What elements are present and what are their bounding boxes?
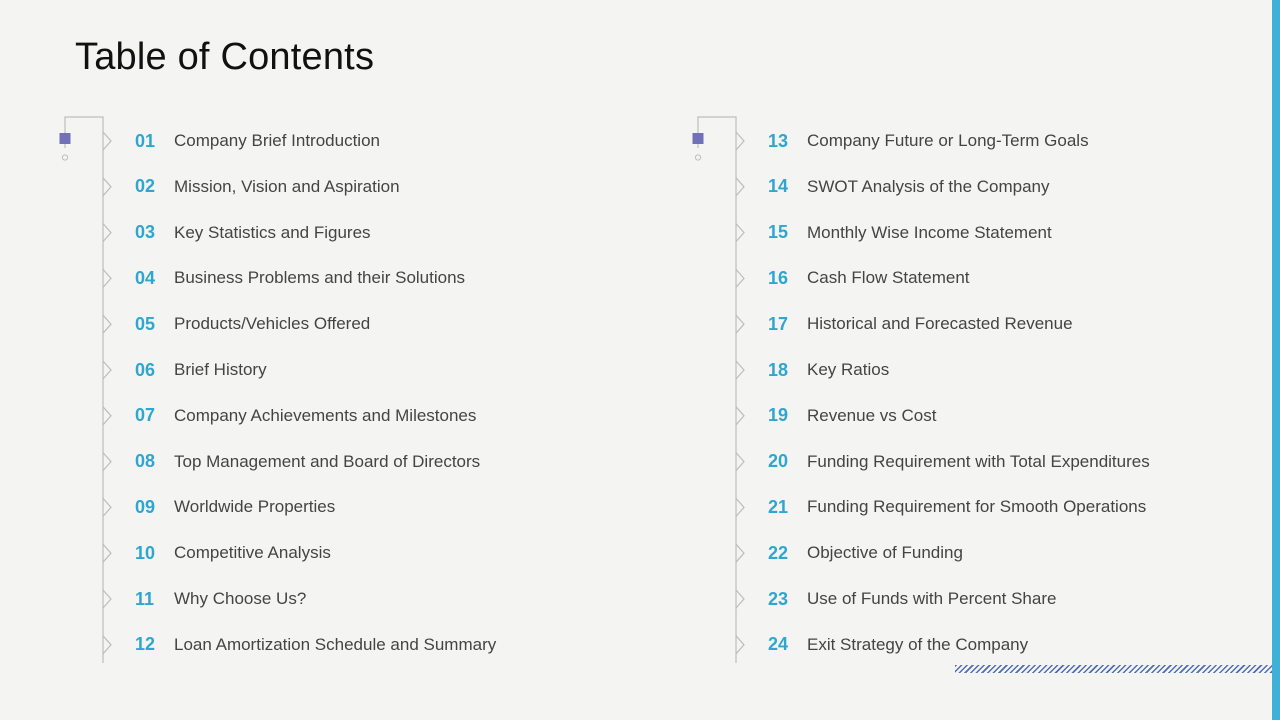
timeline-chevron bbox=[103, 315, 111, 333]
timeline-chevron bbox=[736, 590, 744, 608]
page-title: Table of Contents bbox=[75, 36, 375, 78]
toc-item bbox=[135, 538, 331, 568]
toc-item bbox=[135, 630, 496, 660]
toc-item bbox=[135, 126, 380, 156]
toc-item-number: 18 bbox=[768, 359, 789, 380]
toc-item bbox=[768, 263, 970, 293]
toc-item-label: Use of Funds with Percent Share bbox=[807, 589, 1057, 608]
timeline-chevron bbox=[736, 407, 744, 425]
toc-item-number: 23 bbox=[768, 588, 789, 609]
toc-item bbox=[768, 172, 1050, 202]
toc-item-label: Competitive Analysis bbox=[174, 543, 331, 563]
timeline-chevron bbox=[103, 407, 111, 425]
toc-item-number: 14 bbox=[768, 176, 789, 197]
toc-item-number: 10 bbox=[135, 542, 156, 563]
toc-item-label: Exit Strategy of the Company bbox=[807, 634, 1029, 654]
timeline-chevron bbox=[103, 361, 111, 379]
timeline-chevron bbox=[736, 498, 744, 516]
toc-item bbox=[135, 355, 267, 385]
toc-item-label: Funding Requirement with Total Expenditures bbox=[807, 451, 1150, 471]
timeline-chevron bbox=[736, 224, 744, 242]
toc-item bbox=[768, 538, 963, 568]
toc-item bbox=[768, 630, 1028, 660]
toc-item-label: Company Brief Introduction bbox=[174, 131, 380, 150]
timeline-chevron bbox=[736, 636, 744, 654]
toc-item bbox=[768, 218, 1052, 248]
toc-item-label: Company Achievements and Milestones bbox=[174, 405, 477, 425]
toc-item-number: 01 bbox=[135, 130, 156, 151]
toc-item-label: Business Problems and their Solutions bbox=[174, 268, 466, 288]
toc-item-number: 04 bbox=[135, 267, 156, 288]
toc-item-label: Monthly Wise Income Statement bbox=[807, 222, 1052, 242]
toc-item bbox=[768, 126, 1089, 156]
hatch-decoration bbox=[955, 665, 1272, 673]
toc-item-label: Loan Amortization Schedule and Summary bbox=[174, 634, 497, 654]
timeline-marker-circle bbox=[695, 155, 700, 160]
toc-item-label: Cash Flow Statement bbox=[807, 268, 970, 288]
toc-item-number: 08 bbox=[135, 451, 156, 472]
toc-item-number: 19 bbox=[768, 405, 789, 426]
toc-item-number: 11 bbox=[135, 588, 155, 609]
toc-item-number: 24 bbox=[768, 634, 789, 655]
timeline-chevron bbox=[103, 269, 111, 287]
toc-item-label: Key Ratios bbox=[807, 360, 890, 379]
timeline-chevron bbox=[736, 361, 744, 379]
toc-item-number: 02 bbox=[135, 176, 156, 197]
toc-item-label: Funding Requirement for Smooth Operations bbox=[807, 497, 1147, 517]
toc-item-number: 15 bbox=[768, 222, 789, 243]
timeline-chevron bbox=[736, 544, 744, 562]
toc-item bbox=[135, 172, 400, 202]
toc-item-number: 06 bbox=[135, 359, 156, 380]
toc-item-number: 16 bbox=[768, 267, 789, 288]
toc-item bbox=[135, 492, 335, 522]
toc-item-label: Historical and Forecasted Revenue bbox=[807, 314, 1073, 334]
toc-item-number: 05 bbox=[135, 313, 156, 334]
toc-item-label: Key Statistics and Figures bbox=[174, 222, 371, 242]
toc-item-label: Company Future or Long-Term Goals bbox=[807, 131, 1089, 150]
toc-item bbox=[768, 492, 1146, 522]
toc-item-number: 09 bbox=[135, 496, 156, 517]
timeline-chevron bbox=[736, 178, 744, 196]
toc-item bbox=[768, 401, 936, 431]
toc-item-label: Brief History bbox=[174, 360, 267, 379]
timeline-chevron bbox=[736, 269, 744, 287]
toc-item-label: Worldwide Properties bbox=[174, 497, 336, 517]
timeline-chevron bbox=[103, 132, 111, 150]
toc-item bbox=[768, 355, 889, 385]
toc-column-right bbox=[633, 0, 1273, 720]
toc-item-label: SWOT Analysis of the Company bbox=[807, 176, 1050, 196]
toc-item-label: Objective of Funding bbox=[807, 543, 963, 563]
toc-item-number: 20 bbox=[768, 451, 789, 472]
toc-item-label: Revenue vs Cost bbox=[807, 405, 937, 425]
timeline-chevron bbox=[103, 636, 111, 654]
timeline-line bbox=[698, 117, 736, 663]
toc-item bbox=[135, 584, 306, 614]
toc-item bbox=[768, 584, 1056, 614]
toc-item-number: 12 bbox=[135, 634, 156, 655]
toc-item bbox=[135, 263, 465, 293]
timeline-chevron bbox=[103, 178, 111, 196]
timeline-marker-circle bbox=[62, 155, 67, 160]
toc-item bbox=[768, 447, 1150, 477]
toc-item-number: 07 bbox=[135, 405, 156, 426]
toc-item-label: Why Choose Us? bbox=[174, 589, 307, 608]
toc-item bbox=[768, 309, 1073, 339]
timeline-chevron bbox=[103, 590, 111, 608]
toc-item bbox=[135, 218, 371, 248]
toc-item bbox=[135, 401, 476, 431]
toc-item-number: 13 bbox=[768, 130, 789, 151]
timeline-chevron bbox=[103, 224, 111, 242]
timeline-chevron bbox=[736, 453, 744, 471]
timeline-line bbox=[65, 117, 103, 663]
toc-item-number: 22 bbox=[768, 542, 789, 563]
toc-item-number: 17 bbox=[768, 313, 789, 334]
toc-item bbox=[135, 309, 370, 339]
timeline-chevron bbox=[103, 544, 111, 562]
toc-item-label: Products/Vehicles Offered bbox=[174, 314, 371, 334]
timeline-chevron bbox=[736, 132, 744, 150]
timeline-marker-square bbox=[60, 133, 71, 144]
toc-item bbox=[135, 447, 480, 477]
toc-item-number: 03 bbox=[135, 222, 156, 243]
timeline-chevron bbox=[103, 453, 111, 471]
toc-item-label: Top Management and Board of Directors bbox=[174, 451, 481, 471]
timeline-chevron bbox=[736, 315, 744, 333]
accent-side-bar bbox=[1272, 0, 1280, 720]
timeline-chevron bbox=[103, 498, 111, 516]
timeline-marker-square bbox=[693, 133, 704, 144]
toc-item-label: Mission, Vision and Aspiration bbox=[174, 176, 400, 196]
toc-item-number: 21 bbox=[768, 496, 789, 517]
